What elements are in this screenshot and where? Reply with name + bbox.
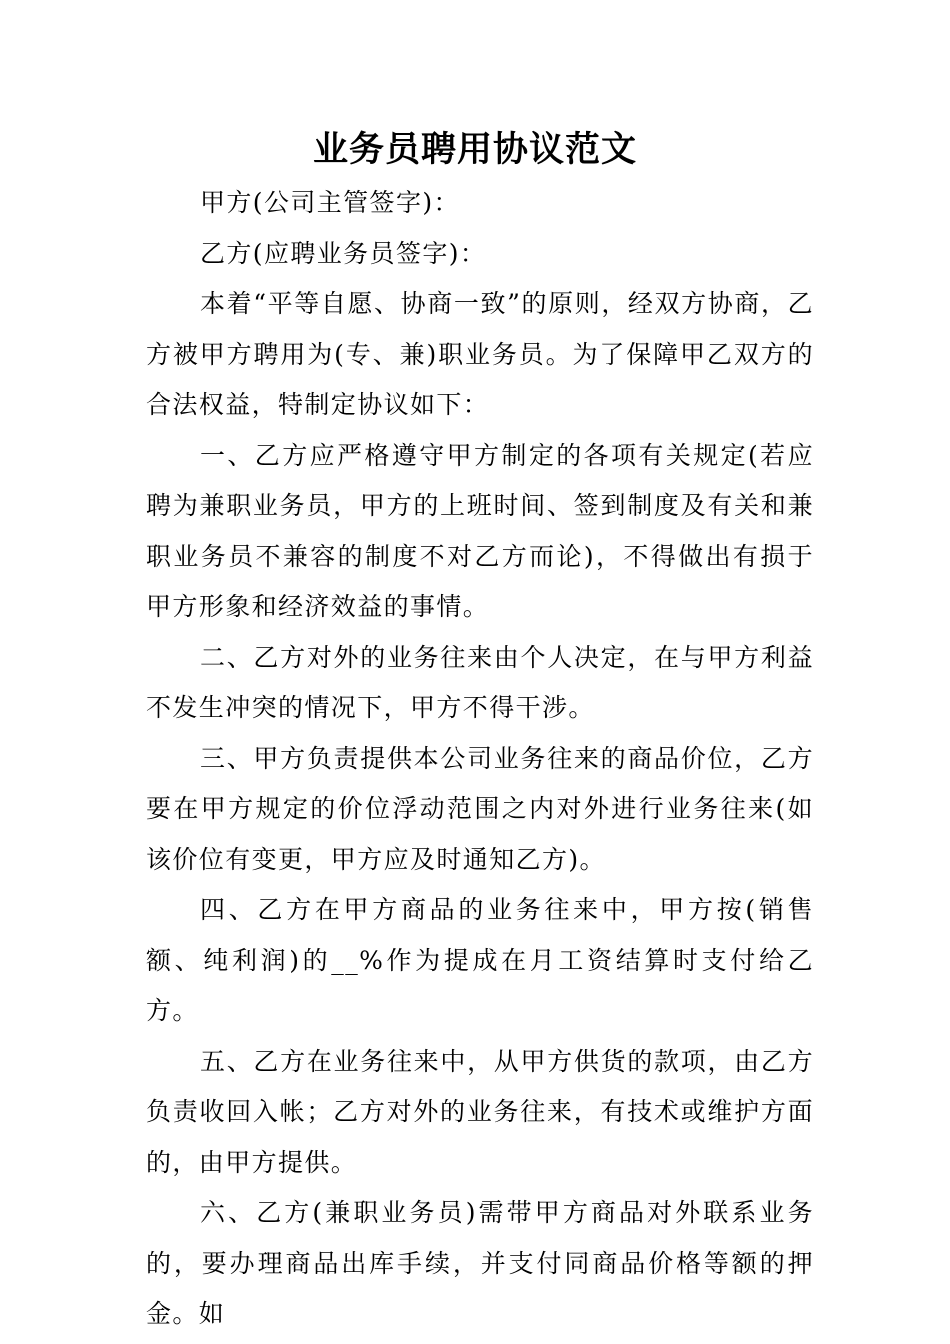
- paragraph-clause-1: 一、乙方应严格遵守甲方制定的各项有关规定(若应聘为兼职业务员，甲方的上班时间、签到制度及有关和兼职业务员不兼容的制度不对乙方而论)，不得做出有损于甲方形象和经济效益的事情。: [146, 440, 814, 621]
- party-b-line: 乙方(应聘业务员签字)：: [200, 238, 487, 268]
- document-body: [146, 178, 814, 1340]
- paragraph-clause-6: 六、乙方(兼职业务员)需带甲方商品对外联系业务的，要办理商品出库手续，并支付同商品价格等额的押金。如: [146, 1198, 814, 1328]
- paragraph-clause-3: 三、甲方负责提供本公司业务往来的商品价位，乙方要在甲方规定的价位浮动范围之内对外进行业务往来(如该价位有变更，甲方应及时通知乙方)。: [146, 743, 814, 874]
- party-a-line: 甲方(公司主管签字)：: [200, 188, 460, 217]
- paragraph-clause-4: 四、乙方在甲方商品的业务往来中，甲方按(销售额、纯利润)的__%作为提成在月工资结算时支付给乙方。: [146, 895, 814, 1025]
- paragraph-preamble: 本着“平等自愿、协商一致”的原则，经双方协商，乙方被甲方聘用为(专、兼)职业务员。为了保障甲乙双方的合法权益，特制定协议如下：: [146, 289, 814, 419]
- paragraph-clause-2: 二、乙方对外的业务往来由个人决定，在与甲方利益不发生冲突的情况下，甲方不得干涉。: [146, 642, 814, 722]
- document-title: 业务员聘用协议范文: [312, 129, 637, 170]
- paragraph-clause-5: 五、乙方在业务往来中，从甲方供货的款项，由乙方负责收回入帐；乙方对外的业务往来，有技术或维护方面的，由甲方提供。: [146, 1046, 814, 1177]
